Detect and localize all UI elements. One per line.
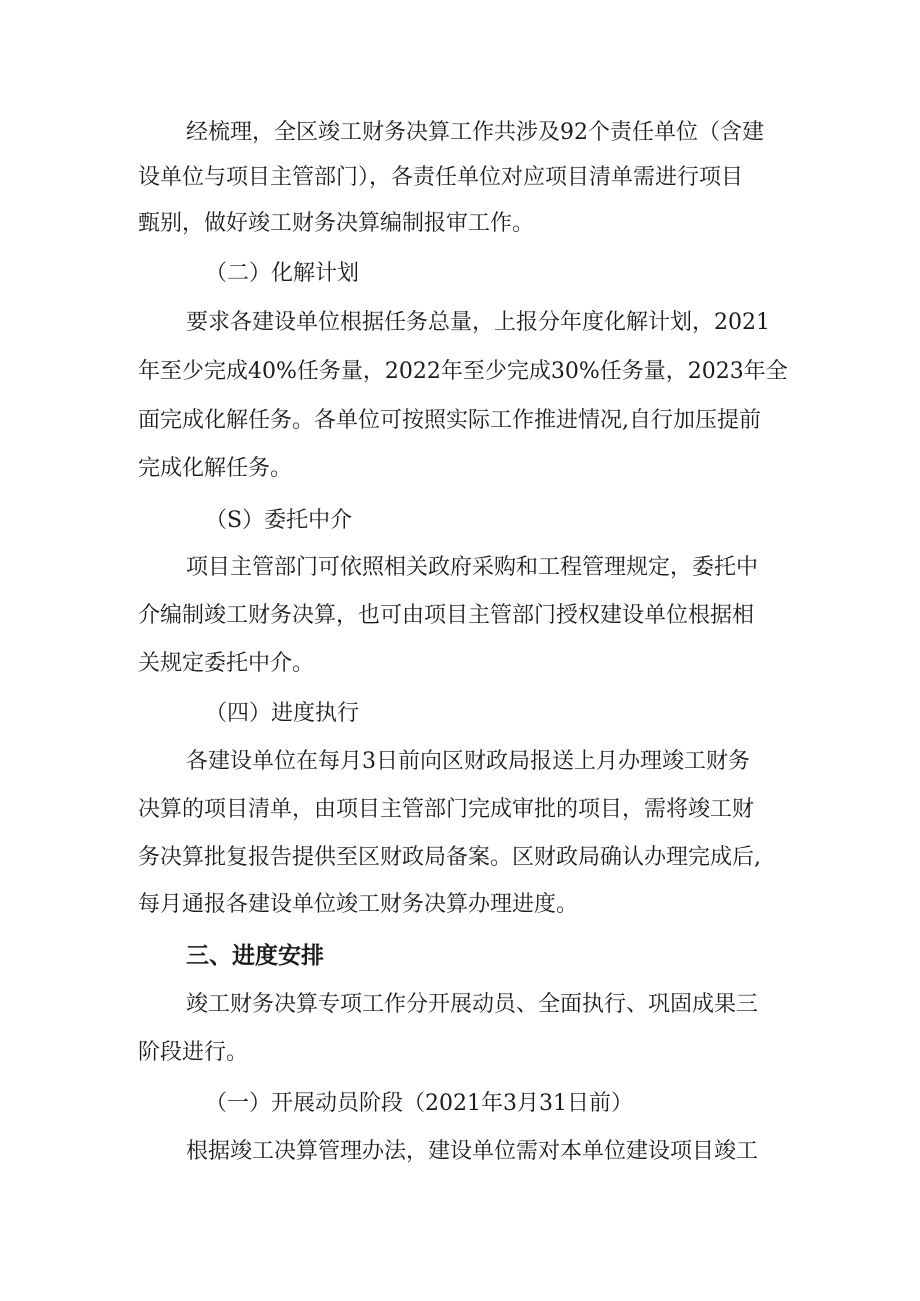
paragraph-line: 决算的项目清单，由项目主管部门完成审批的项目，需将竣工财 (138, 797, 755, 822)
paragraph-line: 完成化解任务。 (138, 456, 293, 481)
paragraph-line: 务决算批复报告提供至区财政局备案。区财政局确认办理完成后, (138, 845, 761, 870)
subheading-weituo-zhongjie: （S）委托中介 (205, 508, 353, 533)
paragraph-line: 甄别，做好竣工财务决算编制报审工作。 (138, 211, 535, 236)
subheading-kaizhan-dongyuan: （一）开展动员阶段（2021年3月31日前） (205, 1091, 633, 1116)
paragraph-line: 每月通报各建设单位竣工财务决算办理进度。 (138, 892, 579, 917)
subheading-jindu-zhixing: （四）进度执行 (205, 701, 360, 726)
paragraph-line: 经梳理，全区竣工财务决算工作共涉及92个责任单位（含建 (186, 120, 764, 145)
paragraph-line: 项目主管部门可依照相关政府采购和工程管理规定，委托中 (186, 555, 759, 580)
paragraph-line: 各建设单位在每月3日前向区财政局报送上月办理竣工财务 (186, 749, 750, 774)
paragraph-line: 要求各建设单位根据任务总量，上报分年度化解计划，2021 (186, 310, 770, 335)
section-heading-jindu-anpai: 三、进度安排 (186, 943, 324, 969)
paragraph-line: 根据竣工决算管理办法，建设单位需对本单位建设项目竣工 (186, 1139, 759, 1164)
paragraph-line: 设单位与项目主管部门），各责任单位对应项目清单需进行项目 (138, 165, 744, 190)
paragraph-line: 介编制竣工财务决算，也可由项目主管部门授权建设单位根据相 (138, 603, 755, 628)
paragraph-line: 关规定委托中介。 (138, 651, 315, 676)
paragraph-line: 竣工财务决算专项工作分开展动员、全面执行、巩固成果三 (186, 992, 759, 1017)
subheading-huajie-jihua: （二）化解计划 (205, 261, 360, 286)
paragraph-line: 面完成化解任务。各单位可按照实际工作推进情况,自行加压提前 (138, 408, 761, 433)
paragraph-line: 阶段进行。 (138, 1040, 249, 1065)
paragraph-line: 年至少完成40%任务量，2022年至少完成30%任务量，2023年全 (138, 359, 788, 384)
